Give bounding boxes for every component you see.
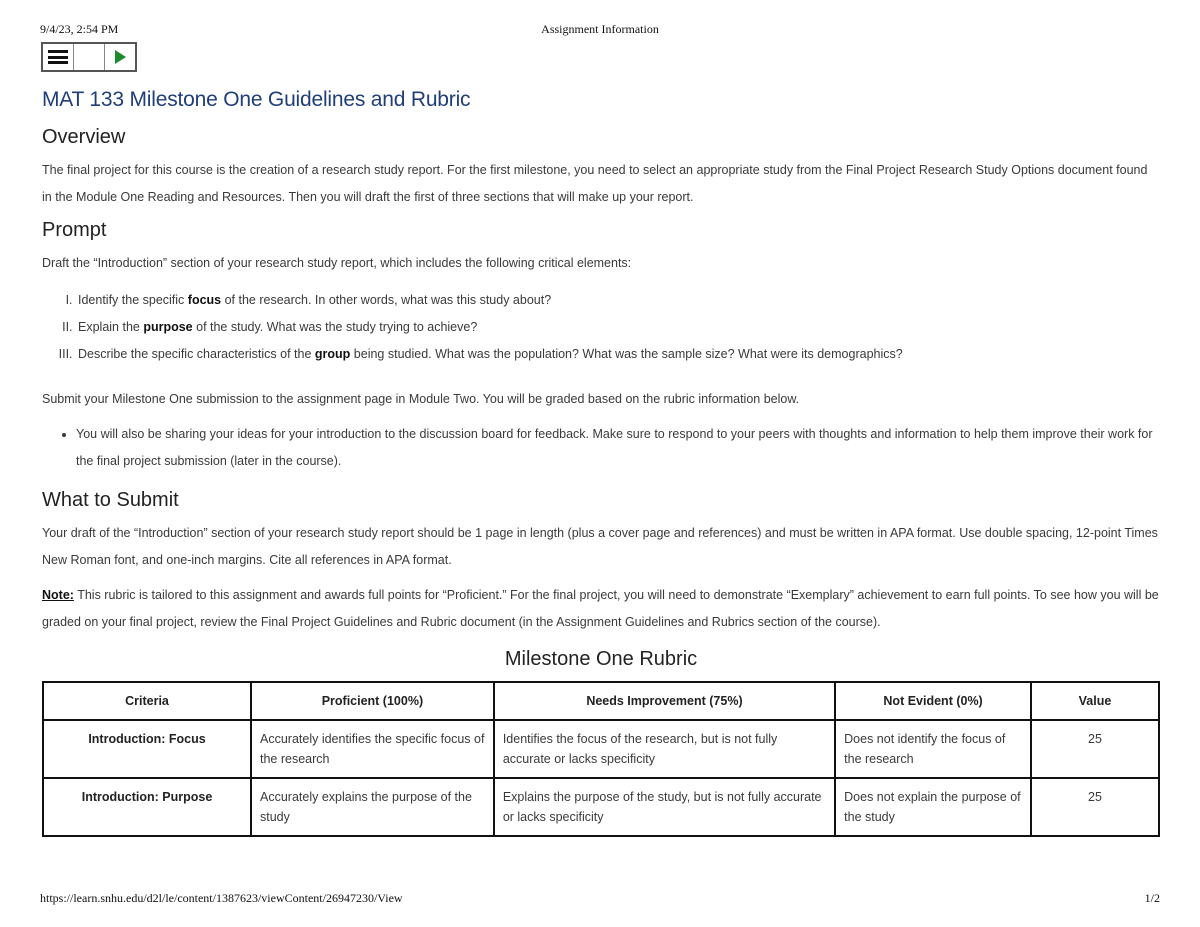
prompt-intro: Draft the “Introduction” section of your research study report, which includes the following critical elements: xyxy=(42,256,632,270)
note-text: This rubric is tailored to this assignment and awards full points for “Proficient.” For the final project, you will need to demonstrate “Exemplary” achievement to earn full points. To see how you will be graded on your final project, review the Final Project Guidelines and Rubric document (in the Assignment Guidelines and Rubrics section of the course). xyxy=(42,588,1159,629)
print-date: 9/4/23, 2:54 PM xyxy=(40,22,119,36)
column-header: Not Evident (0%) xyxy=(835,682,1031,720)
play-button[interactable] xyxy=(105,44,135,70)
note-label: Note: xyxy=(42,588,74,602)
assignment-content xyxy=(42,88,1160,837)
table-row xyxy=(43,720,1159,778)
table-cell: 25 xyxy=(1031,778,1159,836)
table-cell: Identifies the focus of the research, but is not fully accurate or lacks specificity xyxy=(494,720,835,778)
page-url: https://learn.snhu.edu/d2l/le/content/1387623/viewContent/26947230/View xyxy=(40,891,403,905)
table-cell: Accurately explains the purpose of the study xyxy=(251,778,494,836)
print-footer xyxy=(40,891,1160,907)
keyword: purpose xyxy=(143,320,193,334)
column-header: Criteria xyxy=(43,682,251,720)
table-row xyxy=(43,778,1159,836)
rubric-table xyxy=(42,681,1160,837)
critical-elements-list xyxy=(42,287,1160,368)
what-to-submit-heading: What to Submit xyxy=(42,489,179,511)
keyword: focus xyxy=(187,293,222,307)
table-cell: Explains the purpose of the study, but is not fully accurate or lacks specificity xyxy=(494,778,835,836)
list-item: II. Explain the purpose of the study. What was the study trying to achieve? xyxy=(76,314,1160,341)
submit-text: Submit your Milestone One submission to the assignment page in Module Two. You will be graded based on the rubric information below. xyxy=(42,392,800,406)
table-cell: Does not explain the purpose of the study xyxy=(835,778,1031,836)
hamburger-menu-icon xyxy=(48,50,68,64)
table-cell: Introduction: Focus xyxy=(43,720,251,778)
page-number: 1/2 xyxy=(1144,891,1160,905)
column-header: Needs Improvement (75%) xyxy=(494,682,835,720)
print-page-title: Assignment Information xyxy=(541,22,659,36)
table-cell: Does not identify the focus of the research xyxy=(835,720,1031,778)
menu-button[interactable] xyxy=(43,44,74,70)
bullet-list xyxy=(42,421,1160,475)
prompt-heading: Prompt xyxy=(42,219,107,241)
play-icon xyxy=(115,50,126,64)
table-header-row xyxy=(43,682,1159,720)
note-paragraph xyxy=(42,582,1160,636)
table-cell: 25 xyxy=(1031,720,1159,778)
list-item: • You will also be sharing your ideas for your introduction to the discussion board for feedback. Make sure to respond to your peers with thoughts and information to help them improve their work for the final project submission (later in the course). xyxy=(76,421,1160,475)
table-cell: Accurately identifies the specific focus of the research xyxy=(251,720,494,778)
table-cell: Introduction: Purpose xyxy=(43,778,251,836)
column-header: Value xyxy=(1031,682,1159,720)
print-header xyxy=(40,22,1160,38)
page-title: MAT 133 Milestone One Guidelines and Rubric xyxy=(42,88,471,111)
blank-button[interactable] xyxy=(74,44,105,70)
reader-toolbar xyxy=(41,42,137,72)
list-item: III. Describe the specific characteristics of the group being studied. What was the population? What was the sample size? What were its demographics? xyxy=(76,341,1160,368)
overview-text: The final project for this course is the creation of a research study report. For the first milestone, you need to select an appropriate study from the Final Project Research Study Options document found in the Module One Reading and Resources. Then you will draft the first of three sections that will make up your report. xyxy=(42,163,1148,204)
what-to-submit-text: Your draft of the “Introduction” section of your research study report should be 1 page in length (plus a cover page and references) and must be written in APA format. Use double spacing, 12-point Times New Roman font, and one-inch margins. Cite all references in APA format. xyxy=(42,526,1158,567)
column-header: Proficient (100%) xyxy=(251,682,494,720)
list-item: I. Identify the specific focus of the research. In other words, what was this study about? xyxy=(76,287,1160,314)
overview-heading: Overview xyxy=(42,126,126,148)
keyword: group xyxy=(314,347,351,361)
rubric-title: Milestone One Rubric xyxy=(504,648,698,670)
